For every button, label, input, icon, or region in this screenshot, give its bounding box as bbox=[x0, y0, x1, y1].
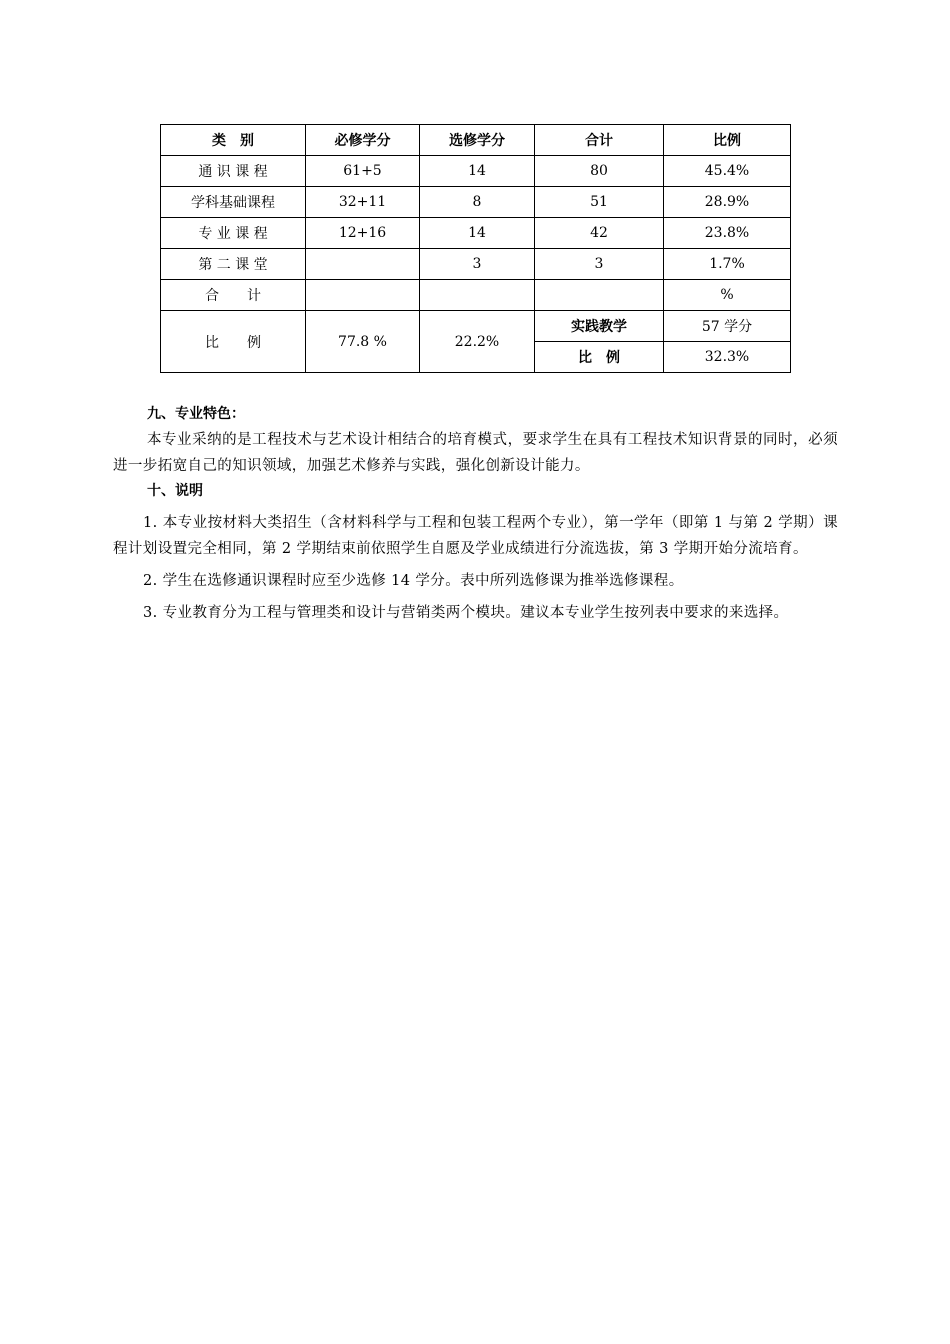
table-row bbox=[161, 187, 791, 218]
section-heading: 九、专业特色： bbox=[147, 406, 245, 422]
row-required: 12+16 bbox=[306, 218, 420, 249]
note-item: 1. 本专业按材料大类招生（含材料科学与工程和包装工程两个专业），第一学年（即第 1 与第 2 学期）课程计划设置完全相同，第 2 学期结束前依照学生自愿及学业成绩进行分流选拔，第 3 学期开始分流培育。 bbox=[113, 515, 838, 557]
row-required bbox=[306, 280, 420, 311]
row-ratio: 45.4% bbox=[664, 156, 791, 187]
header-elective-credits: 选修学分 bbox=[420, 125, 535, 156]
table-row bbox=[161, 218, 791, 249]
row-total bbox=[535, 280, 664, 311]
header-total: 合计 bbox=[535, 125, 664, 156]
row-elective bbox=[420, 280, 535, 311]
practice-label: 实践教学 bbox=[535, 311, 664, 342]
row-category: 第 二 课 堂 bbox=[161, 249, 306, 280]
section-heading: 十、说明 bbox=[147, 483, 203, 499]
section-paragraph: 本专业采纳的是工程技术与艺术设计相结合的培育模式，要求学生在具有工程技术知识背景的同时，必须进一步拓宽自己的知识领域，加强艺术修养与实践，强化创新设计能力。 bbox=[113, 432, 838, 474]
row-total: 51 bbox=[535, 187, 664, 218]
row-total: 3 bbox=[535, 249, 664, 280]
row-ratio: 1.7% bbox=[664, 249, 791, 280]
row-required bbox=[306, 249, 420, 280]
table-row-total bbox=[161, 280, 791, 311]
row-ratio: % bbox=[664, 280, 791, 311]
table-row bbox=[161, 249, 791, 280]
row-elective: 3 bbox=[420, 249, 535, 280]
required-ratio: 77.8 % bbox=[306, 311, 420, 373]
row-total: 42 bbox=[535, 218, 664, 249]
row-category: 学科基础课程 bbox=[161, 187, 306, 218]
row-ratio: 28.9% bbox=[664, 187, 791, 218]
header-ratio: 比例 bbox=[664, 125, 791, 156]
note-item: 3. 专业教育分为工程与管理类和设计与营销类两个模块。建议本专业学生按列表中要求的来选择。 bbox=[143, 605, 789, 621]
row-required: 32+11 bbox=[306, 187, 420, 218]
row-category: 通 识 课 程 bbox=[161, 156, 306, 187]
row-category: 专 业 课 程 bbox=[161, 218, 306, 249]
row-ratio: 23.8% bbox=[664, 218, 791, 249]
row-elective: 14 bbox=[420, 218, 535, 249]
ratio-label: 比 例 bbox=[161, 311, 306, 373]
section-features bbox=[113, 401, 838, 479]
section-notes bbox=[113, 478, 838, 626]
table-header-row bbox=[161, 125, 791, 156]
table-row bbox=[161, 156, 791, 187]
table-row-ratio bbox=[161, 311, 791, 342]
row-total: 80 bbox=[535, 156, 664, 187]
note-item: 2. 学生在选修通识课程时应至少选修 14 学分。表中所列选修课为推举选修课程。 bbox=[143, 573, 684, 589]
header-category: 类 别 bbox=[161, 125, 306, 156]
header-required-credits: 必修学分 bbox=[306, 125, 420, 156]
credit-distribution-table bbox=[160, 124, 791, 373]
practice-credits: 57 学分 bbox=[664, 311, 791, 342]
row-category: 合 计 bbox=[161, 280, 306, 311]
row-elective: 8 bbox=[420, 187, 535, 218]
practice-ratio-label: 比 例 bbox=[535, 342, 664, 373]
row-required: 61+5 bbox=[306, 156, 420, 187]
practice-ratio: 32.3% bbox=[664, 342, 791, 373]
elective-ratio: 22.2% bbox=[420, 311, 535, 373]
row-elective: 14 bbox=[420, 156, 535, 187]
